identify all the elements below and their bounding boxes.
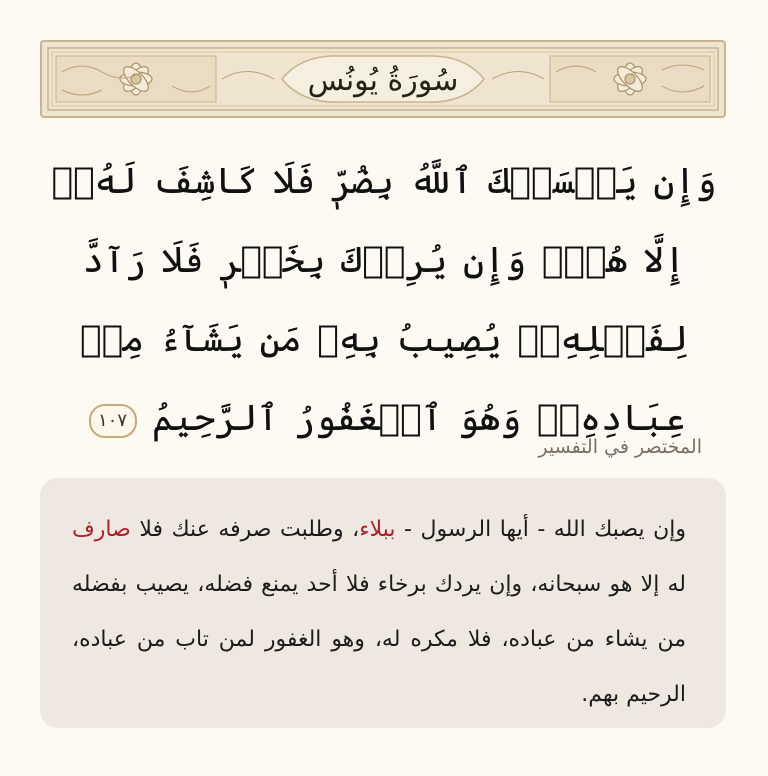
verse-text: وَإِن يَمۡسَسۡكَ ٱللَّهُ بِضُرّٖ فَلَا كَاشِفَ لَهُۥٓ إِلَّا هُوَۖ وَإِن يُرِدۡكَ بِخَيۡرٖ فَلَا رَآدَّ لِفَضۡلِهِۦۚ يُصِيبُ بِهِۦ مَن يَشَآءُ مِنۡ عِبَادِهِۦۚ وَهُوَ ٱلۡغَفُورُ ٱلرَّحِيمُ [51,161,717,439]
tafsir-text [72,502,686,722]
tafsir-text-part: وإن يصبك الله - أيها الرسول - [395,517,686,542]
tafsir-card [40,478,726,728]
tafsir-text-part: له إلا هو سبحانه، وإن يردك برخاء فلا أحد يمنع فضله، يصيب بفضله من يشاء من عباده، فلا مكره له، وهو الغفور لمن تاب من عباده، الرحيم بهم. [72,572,686,707]
highlighted-word[interactable]: ببلاء [359,517,396,542]
quran-verse [38,142,730,458]
surah-title: سُورَةُ يُونُس [307,63,459,98]
surah-banner [40,40,726,118]
tafsir-text-part: ، وطلبت صرفه عنك فلا [130,517,360,542]
verse-number-badge: ١٠٧ [89,404,137,438]
highlighted-word[interactable]: صارف [72,517,131,542]
tafsir-section-label: المختصر في التفسير [538,436,702,458]
